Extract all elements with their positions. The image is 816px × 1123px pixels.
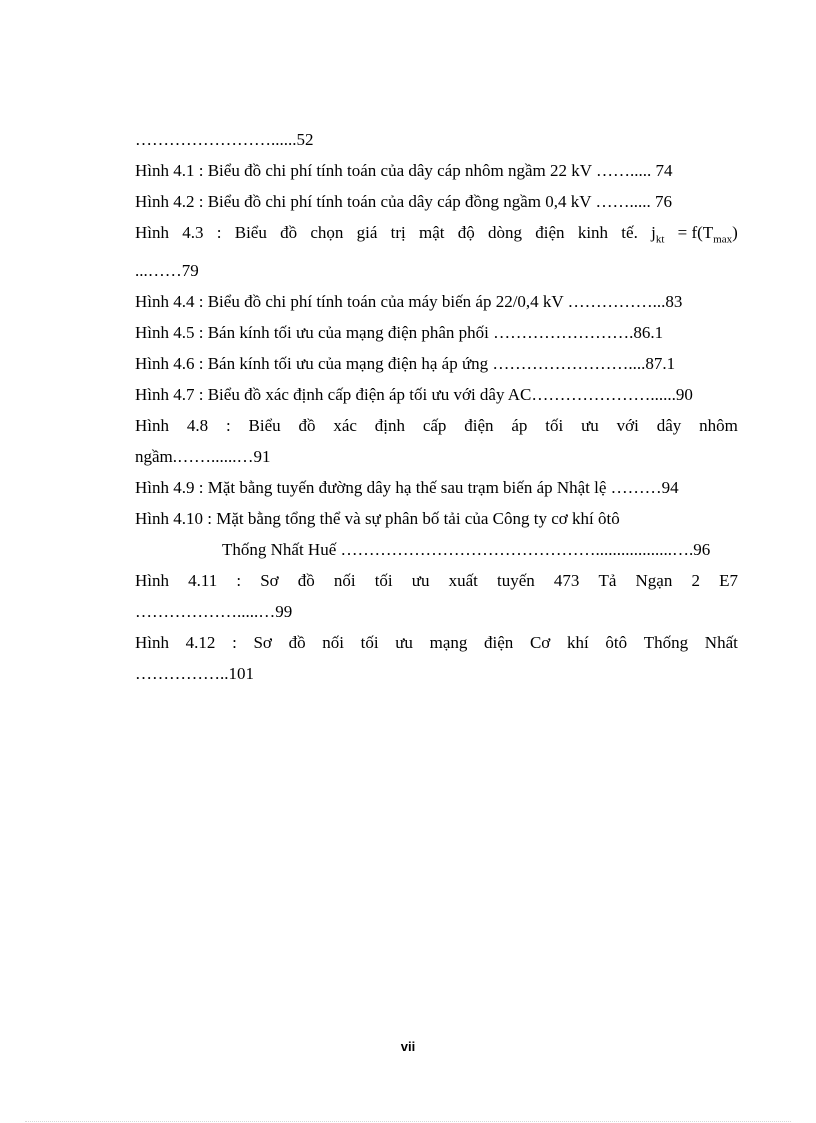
- entry-hinh-4-7: Hình 4.7 : Biểu đồ xác định cấp điện áp tối ưu với dây AC…………………......90: [135, 385, 693, 405]
- entry-hinh-4-4: Hình 4.4 : Biểu đồ chi phí tính toán của máy biến áp 22/0,4 kV ……………...83: [135, 292, 683, 312]
- entry-hinh-4-2: Hình 4.2 : Biểu đồ chi phí tính toán của dây cáp đồng ngầm 0,4 kV ……..... 76: [135, 192, 673, 211]
- entry-hinh-4-3-line2: ...……79: [135, 261, 199, 281]
- entry-hinh-4-11-line1: Hình 4.11 : Sơ đồ nối tối ưu xuất tuyến 473 Tả Ngạn 2 E7: [135, 571, 738, 591]
- entry-hinh-4-6: Hình 4.6 : Bán kính tối ưu của mạng điện hạ áp ứng ……………………....87.1: [135, 354, 676, 374]
- entry-hinh-4-11-line2: ……………….....…99: [135, 602, 293, 622]
- page-bottom-rule: [25, 1121, 791, 1122]
- page-number: vii: [400, 1039, 416, 1054]
- entry-hinh-4-10-line1: Hình 4.10 : Mặt bằng tổng thể và sự phân bố tải của Công ty cơ khí ôtô: [135, 509, 620, 529]
- figure-list: [135, 124, 738, 689]
- entry-hinh-4-8-line1: Hình 4.8 : Biểu đồ xác định cấp điện áp tối ưu với dây nhôm: [135, 416, 738, 436]
- entry-hinh-4-5: Hình 4.5 : Bán kính tối ưu của mạng điện phân phối …………………….86.1: [135, 323, 664, 343]
- entry-hinh-4-10-line2: Thống Nhất Huế ………………………………………..................….96: [222, 540, 711, 560]
- entry-hinh-4-1: Hình 4.1 : Biểu đồ chi phí tính toán của dây cáp nhôm ngầm 22 kV ……..... 74: [135, 161, 673, 180]
- formula-f-tmax: = $f(T_{max})$: [677, 223, 738, 246]
- entry-continuation-52: ……………………......52: [135, 130, 314, 149]
- entry-hinh-4-9: Hình 4.9 : Mặt bằng tuyến đường dây hạ thế sau trạm biến áp Nhật lệ ………94: [135, 478, 679, 498]
- entry-hinh-4-12-line2: ……………..101: [135, 664, 254, 684]
- entry-hinh-4-8-line2: ngầm.……......…91: [135, 447, 271, 467]
- entry-hinh-4-12-line1: Hình 4.12 : Sơ đồ nối tối ưu mạng điện Cơ khí ôtô Thống Nhất: [135, 633, 738, 653]
- formula-jkt: $j_{kt}$: [651, 223, 665, 246]
- entry-hinh-4-3-line1: Hình 4.3 : Biểu đồ chọn giá trị mật độ dòng điện kinh tế. $j_{kt}$ = $f(T_{max})$: [135, 217, 738, 255]
